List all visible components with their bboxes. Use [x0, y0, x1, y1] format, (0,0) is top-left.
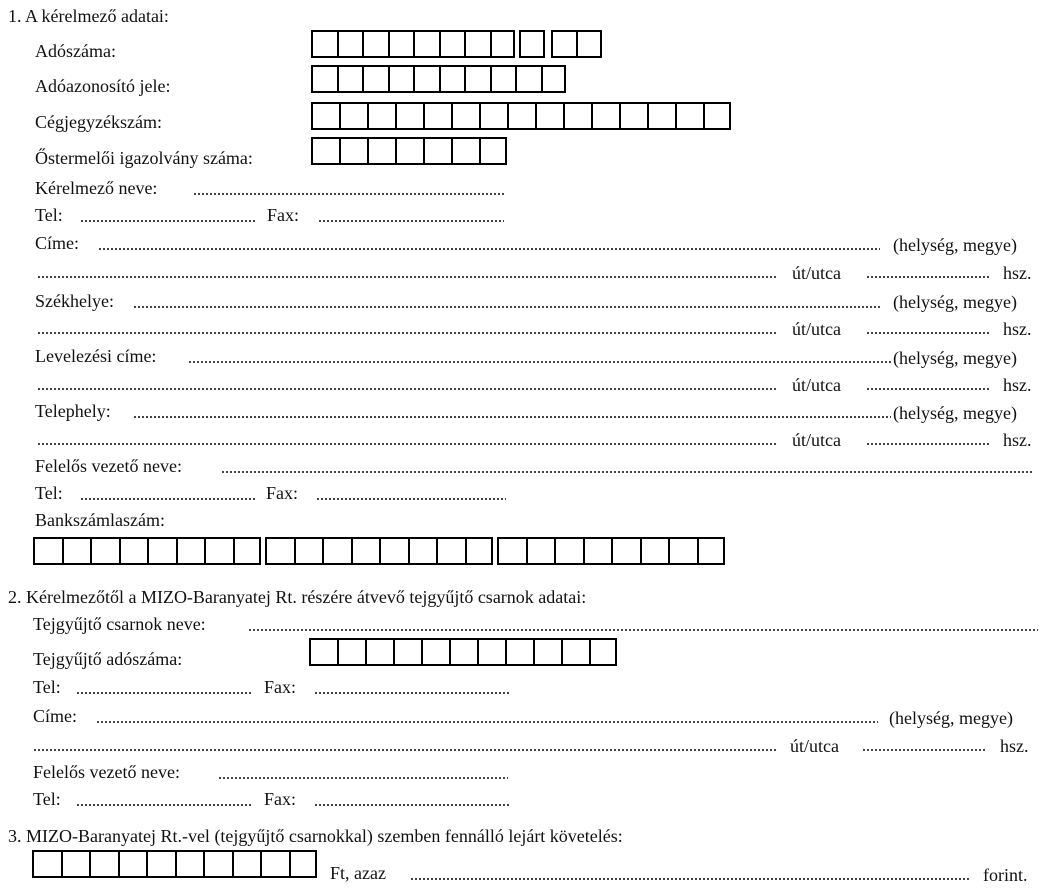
collector-address-label: Címe: — [33, 706, 77, 726]
manager-fax-label: Fax: — [266, 483, 299, 503]
collector-fax-label: Fax: — [264, 677, 297, 697]
farmer-license-boxes[interactable] — [311, 137, 507, 165]
section1-heading: 1. A kérelmező adatai: — [8, 6, 169, 26]
collector-street-hint: út/utca — [790, 736, 839, 756]
section2-heading: 2. Kérelmezőtől a MIZO-Baranyatej Rt. részére átvevő tejgyűjtő csarnok adatai: — [8, 587, 587, 607]
manager-name-field[interactable] — [221, 471, 1033, 473]
headquarters-label: Székhelye: — [35, 291, 114, 311]
company-reg-label: Cégjegyzékszám: — [35, 112, 162, 132]
collector-manager-phone-label: Tel: — [33, 789, 61, 809]
collector-city-field[interactable] — [96, 721, 878, 723]
applicant-name-label: Kérelmező neve: — [35, 178, 158, 198]
site-number-hint: hsz. — [1003, 430, 1032, 450]
collector-name-label: Tejgyűjtő csarnok neve: — [33, 614, 206, 634]
collector-manager-field[interactable] — [218, 777, 508, 779]
mailing-city-hint: (helység, megye) — [893, 348, 1017, 368]
manager-fax-field[interactable] — [316, 498, 506, 500]
phone-field[interactable] — [80, 220, 257, 222]
collector-number-field[interactable] — [862, 749, 987, 751]
amount-boxes[interactable] — [32, 850, 317, 878]
manager-name-label: Felelős vezető neve: — [35, 456, 182, 476]
address-street-hint: út/utca — [792, 263, 841, 283]
address-number-field[interactable] — [866, 276, 991, 278]
collector-manager-phone-field[interactable] — [76, 804, 253, 806]
collector-manager-fax-field[interactable] — [314, 804, 509, 806]
collector-fax-field[interactable] — [314, 692, 509, 694]
tax-id-label: Adóazonosító jele: — [35, 76, 171, 96]
address-label: Címe: — [35, 233, 79, 253]
collector-manager-fax-label: Fax: — [264, 789, 297, 809]
section3-heading: 3. MIZO-Baranyatej Rt.-vel (tejgyűjtő csarnokkal) szemben fennálló lejárt követelés: — [8, 826, 623, 846]
fax-label: Fax: — [267, 205, 300, 225]
collector-manager-label: Felelős vezető neve: — [33, 762, 180, 782]
applicant-name-field[interactable] — [193, 193, 506, 195]
fax-field[interactable] — [318, 220, 504, 222]
headquarters-street-field[interactable] — [37, 332, 777, 334]
manager-phone-label: Tel: — [35, 483, 63, 503]
forint-label: forint. — [983, 865, 1028, 885]
mailing-city-field[interactable] — [188, 361, 891, 363]
site-label: Telephely: — [35, 401, 111, 421]
manager-phone-field[interactable] — [80, 498, 255, 500]
mailing-street-hint: út/utca — [792, 375, 841, 395]
company-reg-boxes[interactable] — [311, 102, 731, 130]
site-city-field[interactable] — [133, 416, 891, 418]
address-city-hint: (helység, megye) — [893, 235, 1017, 255]
collector-street-field[interactable] — [33, 749, 776, 751]
mailing-number-field[interactable] — [866, 388, 991, 390]
collector-phone-label: Tel: — [33, 677, 61, 697]
address-street-field[interactable] — [37, 276, 777, 278]
tax-number-label: Adószáma: — [35, 41, 116, 61]
collector-tax-number-label: Tejgyűjtő adószáma: — [33, 649, 183, 669]
headquarters-number-hint: hsz. — [1003, 319, 1032, 339]
collector-phone-field[interactable] — [76, 692, 253, 694]
collector-city-hint: (helység, megye) — [889, 708, 1013, 728]
mailing-number-hint: hsz. — [1003, 375, 1032, 395]
collector-tax-number-boxes[interactable] — [309, 638, 617, 666]
amount-in-words-field[interactable] — [410, 878, 970, 880]
address-city-field[interactable] — [98, 248, 880, 250]
site-street-hint: út/utca — [792, 430, 841, 450]
phone-label: Tel: — [35, 205, 63, 225]
mailing-address-label: Levelezési címe: — [35, 346, 157, 366]
site-number-field[interactable] — [866, 443, 991, 445]
amount-ft-label: Ft, azaz — [330, 863, 386, 883]
headquarters-city-field[interactable] — [133, 306, 881, 308]
site-street-field[interactable] — [37, 443, 777, 445]
collector-number-hint: hsz. — [1000, 736, 1029, 756]
tax-id-boxes[interactable] — [311, 65, 566, 93]
tax-number-boxes[interactable] — [311, 30, 602, 58]
headquarters-city-hint: (helység, megye) — [893, 292, 1017, 312]
bank-account-boxes[interactable] — [33, 537, 725, 565]
headquarters-street-hint: út/utca — [792, 319, 841, 339]
site-city-hint: (helység, megye) — [893, 403, 1017, 423]
headquarters-number-field[interactable] — [866, 332, 991, 334]
farmer-license-label: Őstermelői igazolvány száma: — [35, 148, 253, 168]
collector-name-field[interactable] — [248, 629, 1038, 631]
address-number-hint: hsz. — [1003, 263, 1032, 283]
bank-account-label: Bankszámlaszám: — [35, 510, 165, 530]
mailing-street-field[interactable] — [37, 388, 777, 390]
